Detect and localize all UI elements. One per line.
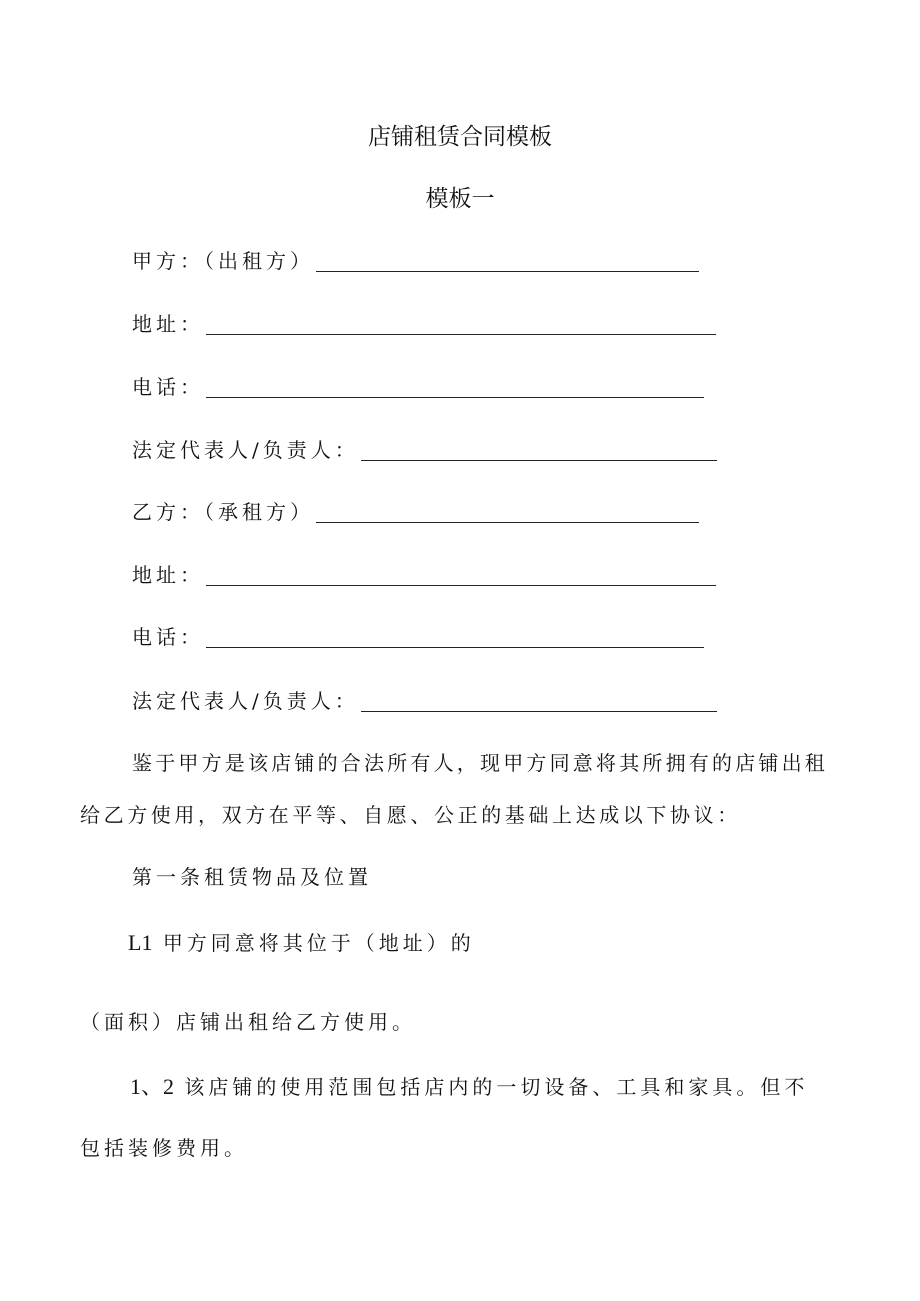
clause-1-2-number: 1、2 — [130, 1074, 175, 1099]
party-b-label: 乙方：（承租方） — [132, 500, 314, 524]
party-b-rep-field — [132, 686, 717, 716]
clause-1-2 — [130, 1072, 808, 1102]
party-b-rep-label: 法定代表人/负责人： — [132, 689, 359, 713]
party-b-blank[interactable] — [316, 500, 699, 523]
party-a-label: 甲方：（出租方） — [132, 249, 314, 273]
party-a-field — [132, 246, 699, 276]
party-a-rep-blank[interactable] — [361, 438, 717, 461]
party-b-phone-blank[interactable] — [206, 625, 704, 648]
article-1-heading: 第一条租赁物品及位置 — [132, 865, 372, 889]
party-a-rep-field — [132, 435, 717, 465]
party-b-address-label: 地址： — [132, 563, 204, 587]
party-a-blank[interactable] — [316, 249, 699, 272]
party-a-address-label: 地址： — [132, 312, 204, 336]
party-b-phone-label: 电话： — [132, 625, 204, 649]
clause-1-2-continuation: 包括装修费用。 — [80, 1136, 248, 1160]
party-a-phone-label: 电话： — [132, 375, 204, 399]
party-a-address-field — [132, 309, 716, 339]
preamble-line-1: 鉴于甲方是该店铺的合法所有人，现甲方同意将其所拥有的店铺出租 — [132, 751, 828, 775]
party-b-phone-field — [132, 622, 704, 652]
clause-1-2-text: 该店铺的使用范围包括店内的一切设备、工具和家具。但不 — [184, 1075, 809, 1099]
clause-1-1 — [128, 928, 475, 958]
clause-1-1-number: L1 — [128, 930, 153, 955]
party-a-phone-field — [132, 372, 704, 402]
clause-1-1-continuation: （面积）店铺出租给乙方使用。 — [80, 1010, 416, 1034]
party-a-address-blank[interactable] — [206, 312, 716, 335]
document-subtitle: 模板一 — [425, 186, 495, 212]
party-b-rep-blank[interactable] — [361, 689, 717, 712]
party-b-address-blank[interactable] — [206, 563, 716, 586]
preamble-line-2: 给乙方使用，双方在平等、自愿、公正的基础上达成以下协议： — [80, 803, 741, 827]
document-title: 店铺租赁合同模板 — [368, 124, 552, 150]
party-b-address-field — [132, 560, 716, 590]
party-b-field — [132, 497, 699, 527]
clause-1-1-text: 甲方同意将其位于（地址）的 — [162, 931, 475, 955]
party-a-rep-label: 法定代表人/负责人： — [132, 438, 359, 462]
party-a-phone-blank[interactable] — [206, 375, 704, 398]
